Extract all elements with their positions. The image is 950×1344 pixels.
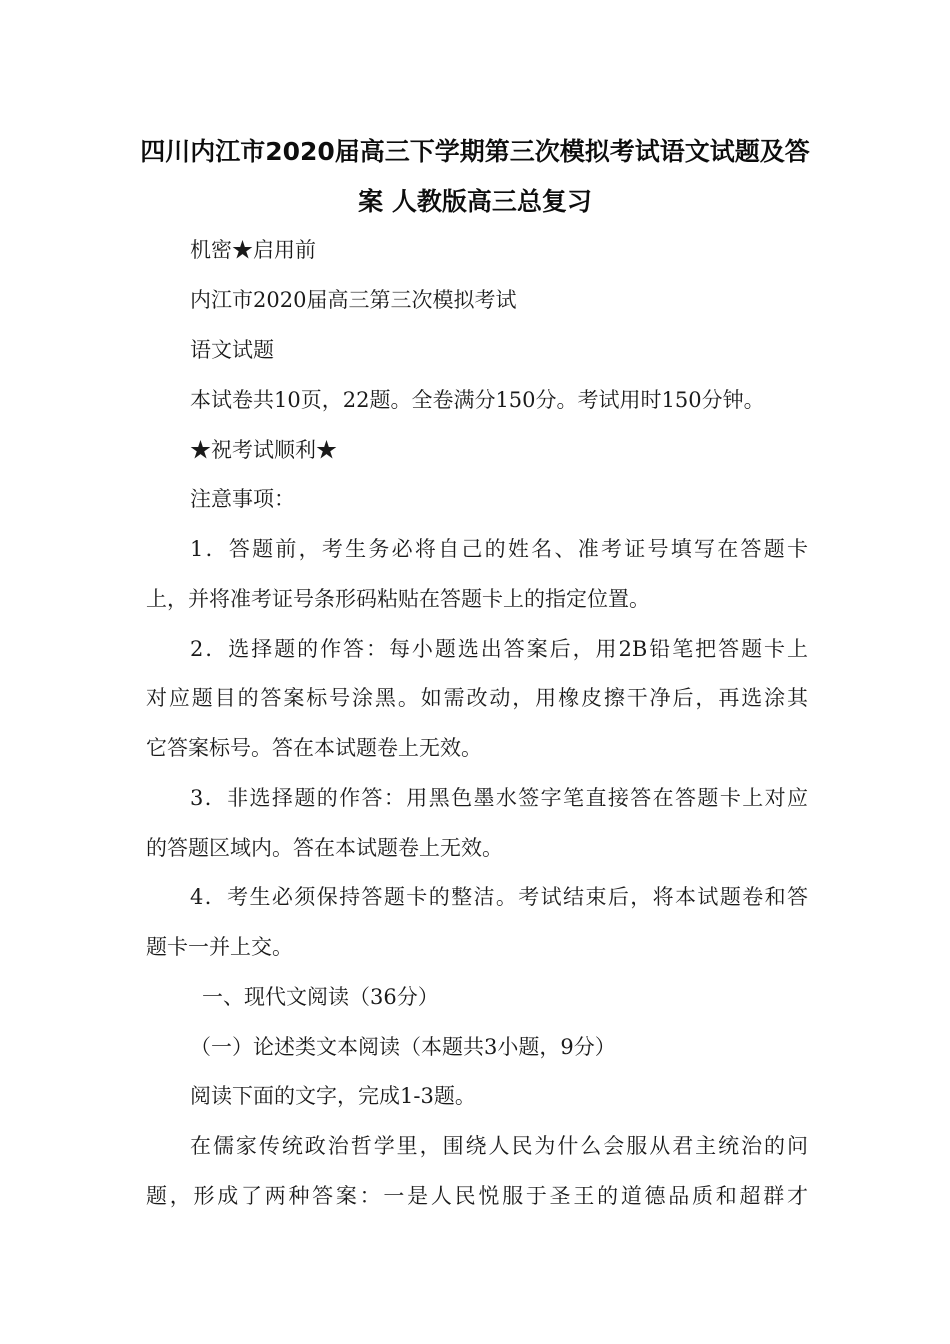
exam-info: 本试卷共10页，22题。全卷满分150分。考试用时150分钟。 — [190, 388, 765, 412]
notice-1-line-2: 上，并将准考证号条形码粘贴在答题卡上的指定位置。 — [146, 587, 650, 611]
notice-4-line-1: 4．考生必须保持答题卡的整洁。考试结束后，将本试题卷和答 — [190, 885, 808, 909]
reading-instruction: 阅读下面的文字，完成1-3题。 — [190, 1084, 476, 1108]
exam-name: 内江市2020届高三第三次模拟考试 — [190, 288, 517, 312]
section-heading-1: 一、现代文阅读（36分） — [202, 985, 439, 1009]
blessing-text: ★祝考试顺利★ — [190, 438, 337, 462]
notice-2-line-1: 2．选择题的作答：每小题选出答案后，用2B铅笔把答题卡上 — [190, 637, 808, 661]
notice-3-line-2: 的答题区域内。答在本试题卷上无效。 — [146, 836, 503, 860]
notice-2-line-2: 对应题目的答案标号涂黑。如需改动，用橡皮擦干净后，再选涂其 — [146, 686, 808, 710]
subsection-heading-1: （一）论述类文本阅读（本题共3小题，9分） — [190, 1035, 616, 1059]
notice-2-line-3: 它答案标号。答在本试题卷上无效。 — [146, 736, 482, 760]
subject-title: 语文试题 — [190, 338, 274, 362]
confidential-label: 机密★启用前 — [190, 238, 316, 262]
document-title-line-1: 四川内江市2020届高三下学期第三次模拟考试语文试题及答 — [140, 137, 810, 166]
notice-4-line-2: 题卡一并上交。 — [146, 935, 293, 959]
passage-line-1: 在儒家传统政治哲学里，围绕人民为什么会服从君主统治的问 — [190, 1134, 808, 1158]
notice-heading: 注意事项： — [190, 487, 295, 511]
notice-1-line-1: 1．答题前，考生务必将自己的姓名、准考证号填写在答题卡 — [190, 537, 808, 561]
document-title-line-2: 案 人教版高三总复习 — [358, 187, 592, 216]
passage-line-2: 题，形成了两种答案：一是人民悦服于圣王的道德品质和超群才 — [146, 1184, 808, 1208]
notice-3-line-1: 3．非选择题的作答：用黑色墨水签字笔直接答在答题卡上对应 — [190, 786, 808, 810]
